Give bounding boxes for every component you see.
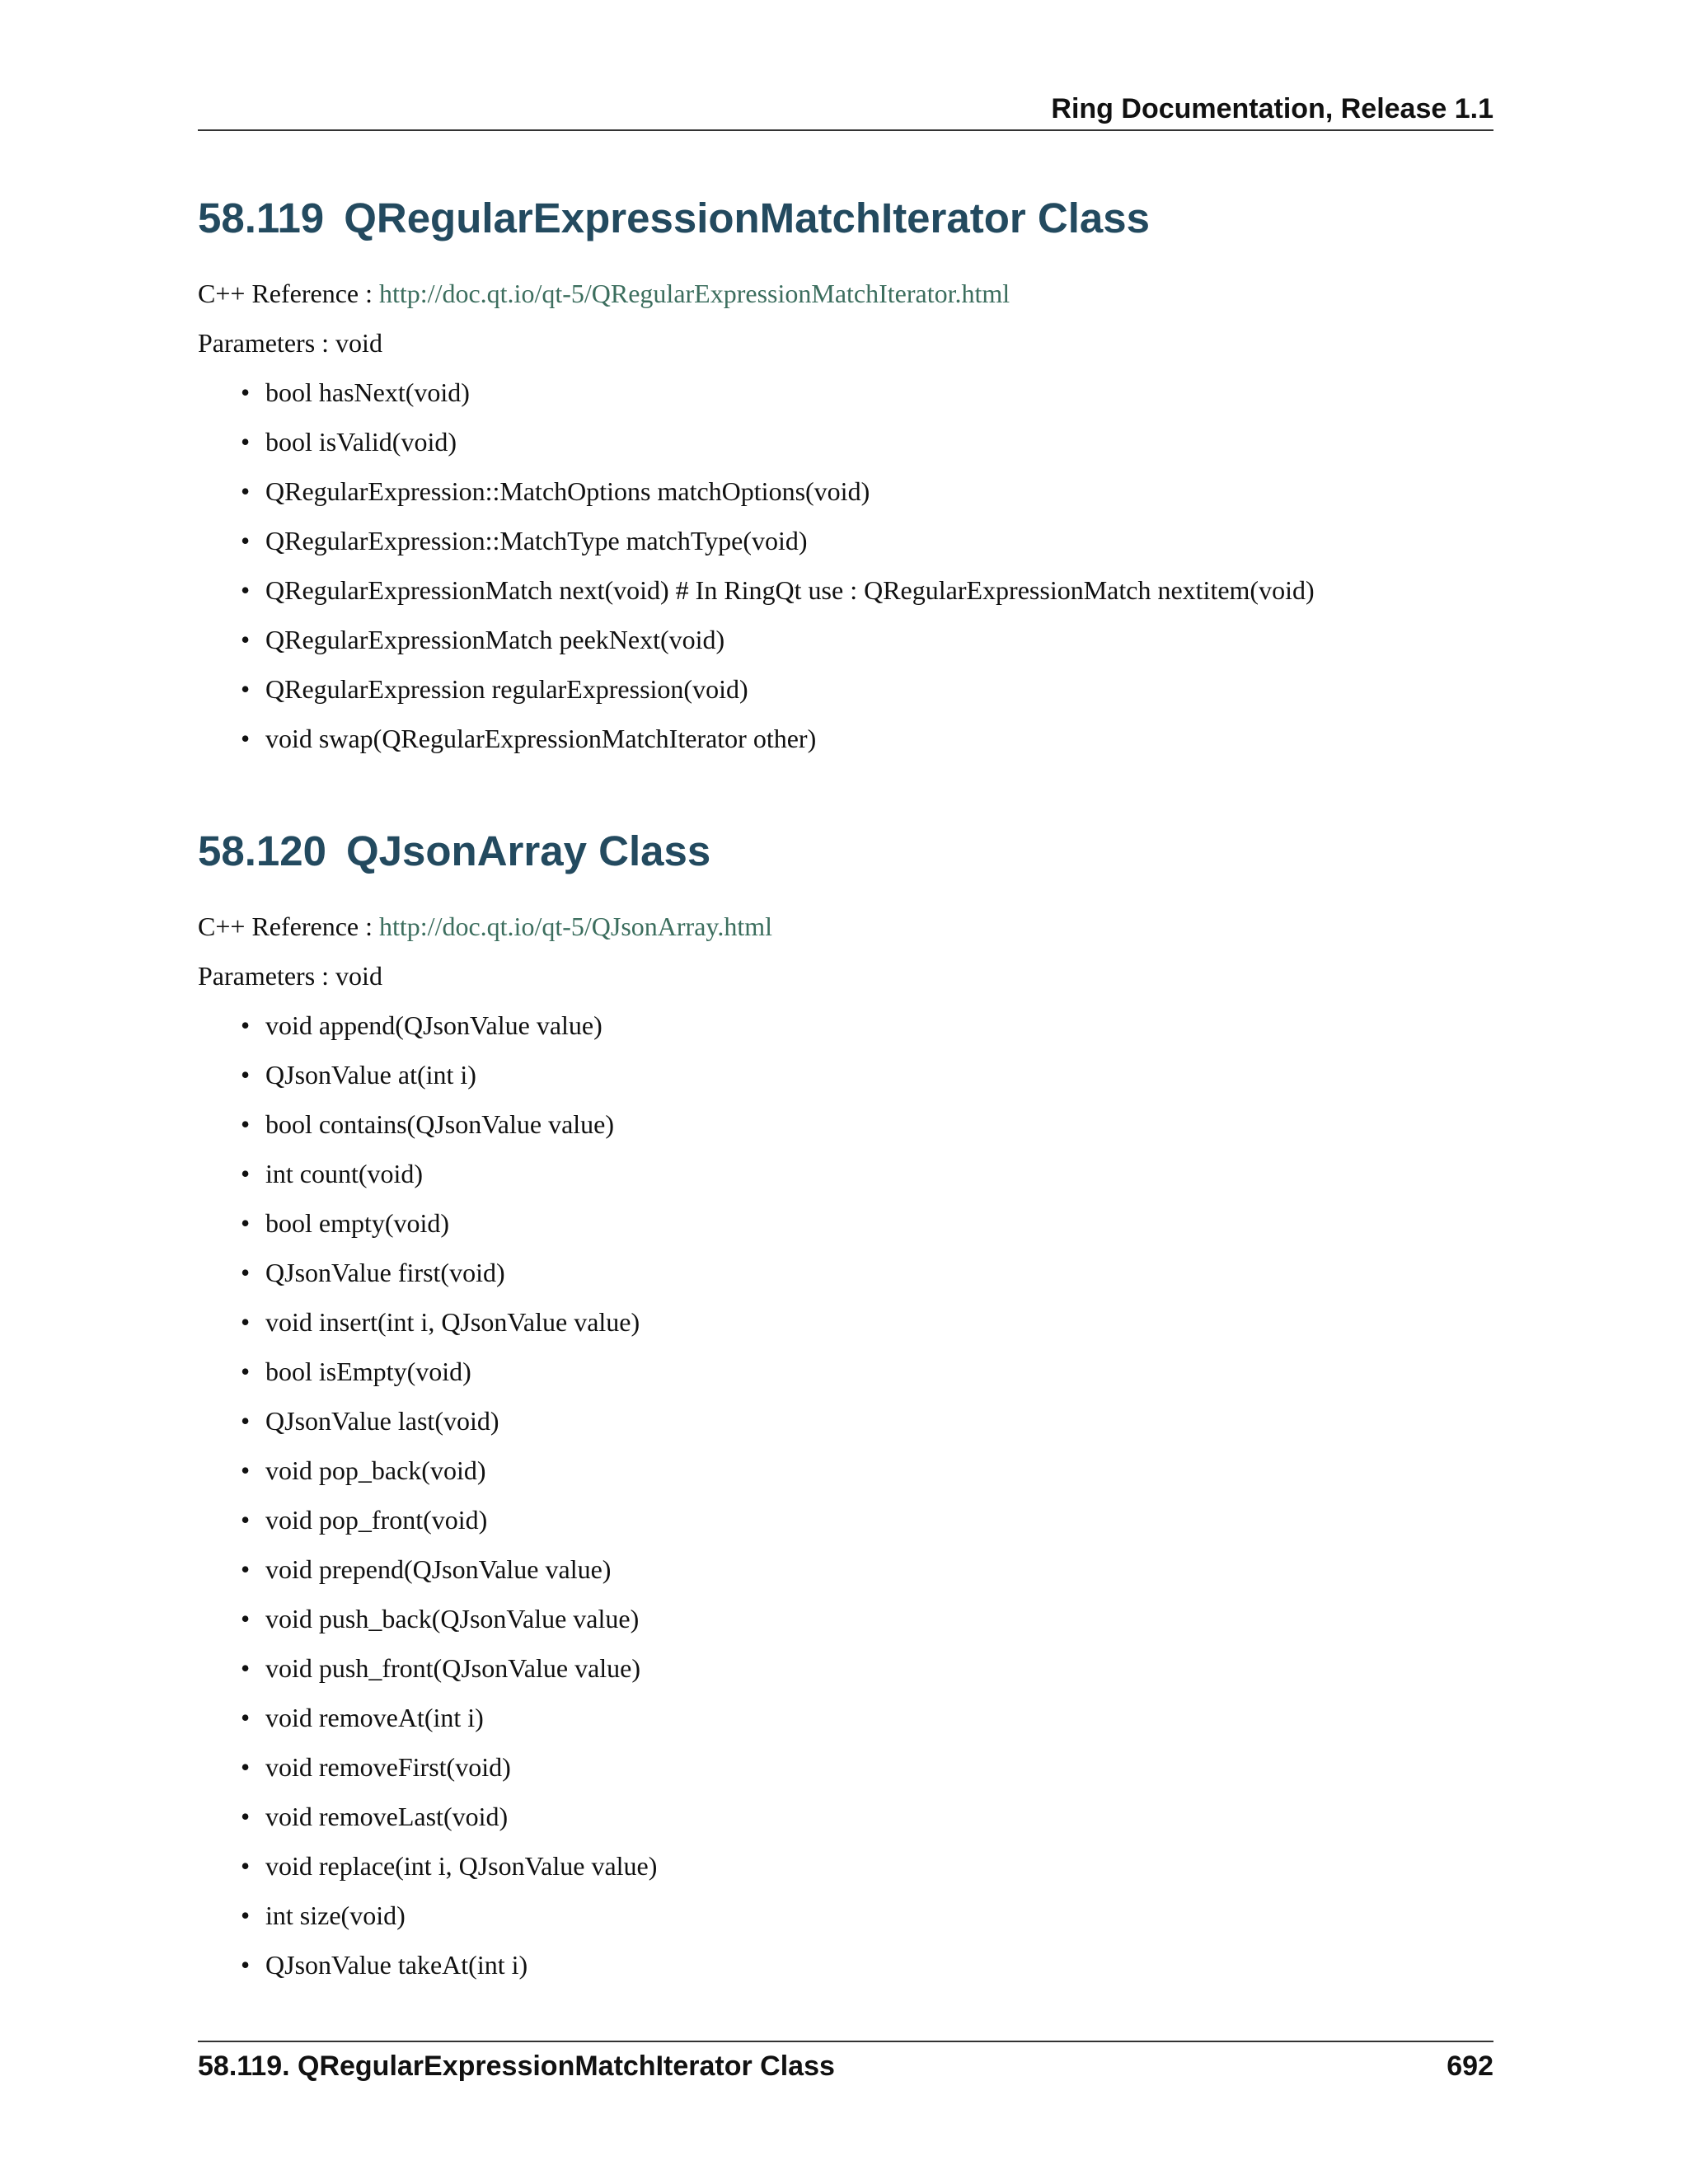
- method-signature: void prepend(QJsonValue value): [265, 1554, 612, 1584]
- page-number: 692: [1447, 2050, 1493, 2082]
- method-signature: QRegularExpression::MatchType matchType(void): [265, 526, 808, 555]
- bullet-icon: •: [241, 377, 251, 407]
- list-item: [241, 723, 1493, 754]
- list-item: [241, 525, 1493, 556]
- reference-label: C++ Reference :: [198, 912, 373, 941]
- running-header: Ring Documentation, Release 1.1: [1051, 93, 1493, 124]
- method-signature: QRegularExpressionMatch next(void) # In RingQt use : QRegularExpressionMatch nextitem(void): [265, 575, 1315, 605]
- list-item: [241, 1554, 1493, 1585]
- section-number: 58.120: [198, 827, 326, 874]
- method-signature: QJsonValue last(void): [265, 1406, 499, 1436]
- bullet-icon: •: [241, 575, 251, 605]
- list-item: [241, 1900, 1493, 1931]
- bullet-icon: •: [241, 1604, 251, 1633]
- bullet-icon: •: [241, 1802, 251, 1831]
- bullet-icon: •: [241, 1703, 251, 1732]
- bullet-icon: •: [241, 1505, 251, 1535]
- bullet-icon: •: [241, 1406, 251, 1436]
- list-item: [241, 1702, 1493, 1733]
- method-signature: bool isValid(void): [265, 427, 457, 457]
- bullet-icon: •: [241, 1060, 251, 1090]
- method-signature: bool empty(void): [265, 1208, 450, 1238]
- method-list: [198, 1010, 1493, 1980]
- header-rule: [198, 129, 1493, 131]
- method-signature: void removeFirst(void): [265, 1752, 511, 1782]
- method-list: [198, 377, 1493, 754]
- method-signature: bool hasNext(void): [265, 377, 470, 407]
- list-item: [241, 1504, 1493, 1535]
- parameters-line: Parameters : void: [198, 961, 382, 991]
- cpp-reference: [198, 911, 1493, 942]
- list-item: [241, 1652, 1493, 1684]
- bullet-icon: •: [241, 1950, 251, 1980]
- list-item: [241, 673, 1493, 705]
- bullet-icon: •: [241, 1010, 251, 1040]
- section-title-text: QJsonArray Class: [346, 827, 711, 874]
- method-signature: void pop_back(void): [265, 1455, 486, 1485]
- bullet-icon: •: [241, 1357, 251, 1386]
- method-signature: int count(void): [265, 1159, 424, 1188]
- bullet-icon: •: [241, 625, 251, 654]
- list-item: [241, 1603, 1493, 1634]
- bullet-icon: •: [241, 1900, 251, 1930]
- list-item: [241, 1108, 1493, 1140]
- bullet-icon: •: [241, 1653, 251, 1683]
- section-title-text: QRegularExpressionMatchIterator Class: [344, 194, 1151, 241]
- method-signature: void swap(QRegularExpressionMatchIterator other): [265, 724, 817, 753]
- list-item: [241, 1850, 1493, 1882]
- method-signature: void removeLast(void): [265, 1802, 509, 1831]
- list-item: [241, 377, 1493, 408]
- list-item: [241, 1751, 1493, 1783]
- method-signature: void push_back(QJsonValue value): [265, 1604, 640, 1633]
- method-signature: bool contains(QJsonValue value): [265, 1109, 615, 1139]
- method-signature: QJsonValue first(void): [265, 1258, 505, 1287]
- bullet-icon: •: [241, 1258, 251, 1287]
- method-signature: bool isEmpty(void): [265, 1357, 471, 1386]
- bullet-icon: •: [241, 526, 251, 555]
- method-signature: void replace(int i, QJsonValue value): [265, 1851, 658, 1881]
- bullet-icon: •: [241, 1752, 251, 1782]
- bullet-icon: •: [241, 724, 251, 753]
- method-signature: QRegularExpression regularExpression(void): [265, 674, 748, 704]
- section-title: [198, 827, 1493, 876]
- list-item: [241, 574, 1493, 606]
- reference-label: C++ Reference :: [198, 279, 373, 308]
- list-item: [241, 1059, 1493, 1090]
- list-item: [241, 1801, 1493, 1832]
- method-signature: int size(void): [265, 1900, 406, 1930]
- method-signature: void insert(int i, QJsonValue value): [265, 1307, 640, 1337]
- list-item: [241, 1455, 1493, 1486]
- reference-link[interactable]: http://doc.qt.io/qt-5/QRegularExpressionMatchIterator.html: [379, 279, 1010, 308]
- bullet-icon: •: [241, 1109, 251, 1139]
- list-item: [241, 476, 1493, 507]
- bullet-icon: •: [241, 1455, 251, 1485]
- method-signature: QJsonValue takeAt(int i): [265, 1950, 528, 1980]
- bullet-icon: •: [241, 1554, 251, 1584]
- section-qjsonarray: [198, 827, 1493, 1999]
- bullet-icon: •: [241, 476, 251, 506]
- bullet-icon: •: [241, 427, 251, 457]
- document-page: [198, 0, 1493, 2184]
- bullet-icon: •: [241, 1159, 251, 1188]
- list-item: [241, 426, 1493, 457]
- method-signature: QJsonValue at(int i): [265, 1060, 476, 1090]
- section-title: [198, 194, 1493, 243]
- method-signature: void push_front(QJsonValue value): [265, 1653, 641, 1683]
- bullet-icon: •: [241, 674, 251, 704]
- footer-section-title: 58.119. QRegularExpressionMatchIterator Class: [198, 2050, 835, 2082]
- list-item: [241, 1158, 1493, 1189]
- method-signature: void removeAt(int i): [265, 1703, 484, 1732]
- method-signature: void pop_front(void): [265, 1505, 488, 1535]
- list-item: [241, 1257, 1493, 1288]
- bullet-icon: •: [241, 1208, 251, 1238]
- list-item: [241, 1356, 1493, 1387]
- list-item: [241, 1010, 1493, 1041]
- list-item: [241, 624, 1493, 655]
- parameters-line: Parameters : void: [198, 328, 382, 358]
- bullet-icon: •: [241, 1851, 251, 1881]
- list-item: [241, 1405, 1493, 1436]
- list-item: [241, 1207, 1493, 1239]
- section-qregularexpressionmatchiterator: [198, 194, 1493, 772]
- list-item: [241, 1306, 1493, 1338]
- bullet-icon: •: [241, 1307, 251, 1337]
- method-signature: void append(QJsonValue value): [265, 1010, 603, 1040]
- cpp-reference: [198, 278, 1493, 309]
- method-signature: QRegularExpression::MatchOptions matchOptions(void): [265, 476, 870, 506]
- list-item: [241, 1949, 1493, 1980]
- method-signature: QRegularExpressionMatch peekNext(void): [265, 625, 725, 654]
- reference-link[interactable]: http://doc.qt.io/qt-5/QJsonArray.html: [379, 912, 772, 941]
- footer-rule: [198, 2041, 1493, 2042]
- section-number: 58.119: [198, 194, 325, 241]
